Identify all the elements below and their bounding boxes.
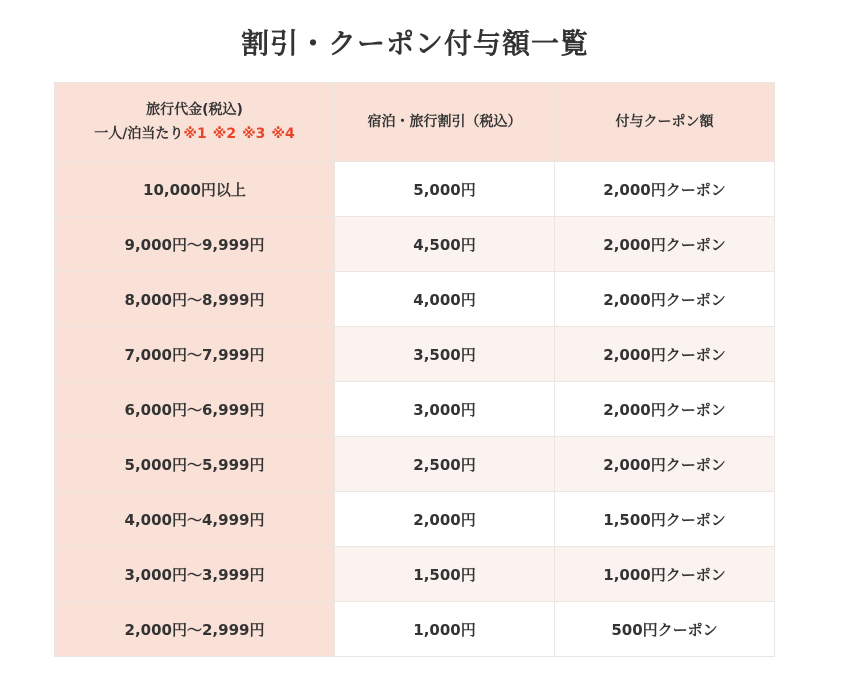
price-cell: 5,000円〜5,999円 [55, 437, 335, 492]
discount-table-container [54, 82, 775, 657]
price-cell: 7,000円〜7,999円 [55, 327, 335, 382]
price-cell: 2,000円〜2,999円 [55, 602, 335, 657]
table-row [55, 547, 775, 602]
coupon-cell: 2,000円クーポン [555, 217, 775, 272]
price-cell: 8,000円〜8,999円 [55, 272, 335, 327]
table-row [55, 272, 775, 327]
discount-cell: 4,500円 [335, 217, 555, 272]
header-notes [183, 126, 294, 142]
table-row [55, 437, 775, 492]
header-coupon: 付与クーポン額 [555, 83, 775, 162]
discount-cell: 3,000円 [335, 382, 555, 437]
page-title: 割引・クーポン付与額一覧 [240, 26, 589, 60]
price-cell: 9,000円〜9,999円 [55, 217, 335, 272]
discount-cell: 4,000円 [335, 272, 555, 327]
discount-cell: 1,500円 [335, 547, 555, 602]
table-row [55, 602, 775, 657]
coupon-cell: 2,000円クーポン [555, 162, 775, 217]
table-row [55, 382, 775, 437]
coupon-cell: 2,000円クーポン [555, 437, 775, 492]
price-cell: 10,000円以上 [55, 162, 335, 217]
coupon-cell: 2,000円クーポン [555, 382, 775, 437]
header-discount: 宿泊・旅行割引（税込） [335, 83, 555, 162]
coupon-cell: 500円クーポン [555, 602, 775, 657]
table-row [55, 217, 775, 272]
note-3: ※3 [242, 126, 266, 142]
discount-table [54, 82, 775, 657]
table-header-row [55, 83, 775, 162]
note-4: ※4 [271, 126, 295, 142]
header-per-person-label: 一人/泊当たり [94, 126, 184, 142]
note-2: ※2 [212, 126, 237, 142]
note-1: ※1 [183, 126, 207, 142]
discount-cell: 2,000円 [335, 492, 555, 547]
price-cell: 6,000円〜6,999円 [55, 382, 335, 437]
table-row [55, 162, 775, 217]
price-cell: 4,000円〜4,999円 [55, 492, 335, 547]
coupon-cell: 1,500円クーポン [555, 492, 775, 547]
discount-cell: 1,000円 [335, 602, 555, 657]
header-travel-price-line1: 旅行代金(税込) [146, 102, 243, 118]
header-travel-price-line2 [55, 122, 334, 146]
price-cell: 3,000円〜3,999円 [55, 547, 335, 602]
discount-cell: 3,500円 [335, 327, 555, 382]
discount-cell: 2,500円 [335, 437, 555, 492]
coupon-cell: 1,000円クーポン [555, 547, 775, 602]
header-travel-price [55, 83, 335, 162]
table-row [55, 492, 775, 547]
coupon-cell: 2,000円クーポン [555, 327, 775, 382]
discount-cell: 5,000円 [335, 162, 555, 217]
coupon-cell: 2,000円クーポン [555, 272, 775, 327]
table-row [55, 327, 775, 382]
